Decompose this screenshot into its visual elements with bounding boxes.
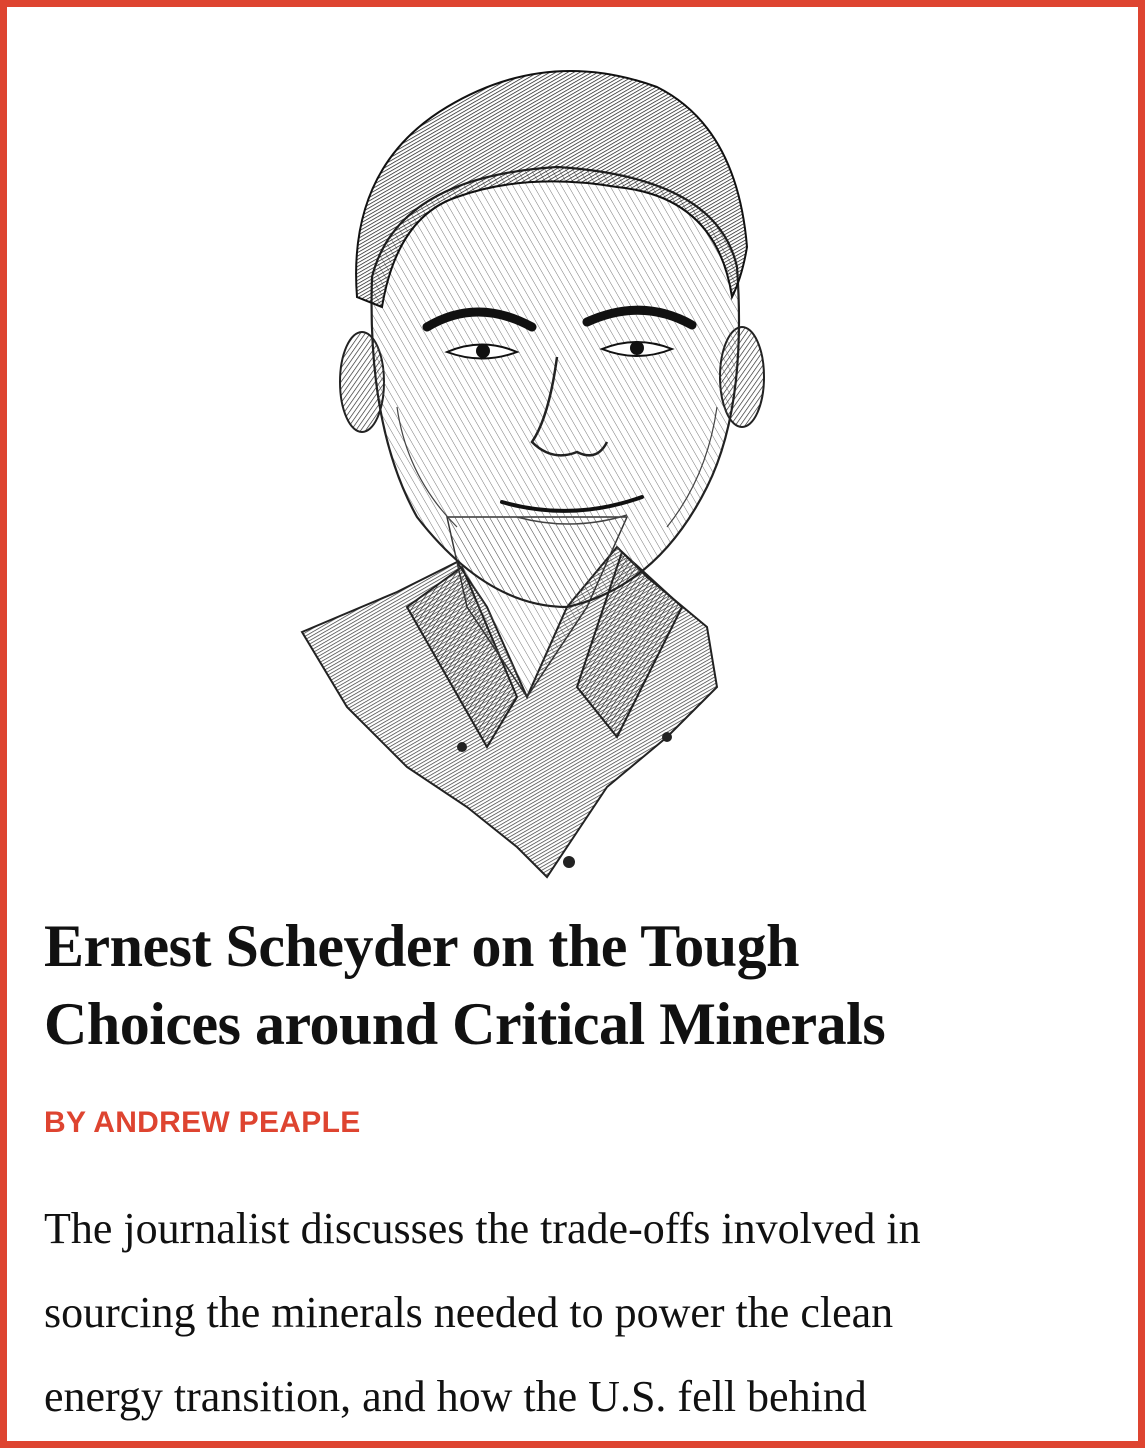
article-title-line-2[interactable]: Choices around Critical Minerals — [44, 991, 886, 1057]
article-title-line-1[interactable]: Ernest Scheyder on the Tough — [44, 913, 800, 979]
article-title[interactable] — [44, 907, 1124, 1063]
hedcut-portrait-icon — [287, 47, 767, 897]
byline[interactable]: BY ANDREW PEAPLE — [44, 1106, 361, 1139]
article-dek-line-2: sourcing the minerals needed to power the clean — [44, 1288, 894, 1337]
article-dek-line-1: The journalist discusses the trade-offs involved in — [44, 1204, 921, 1253]
article-dek — [44, 1187, 1134, 1439]
portrait-illustration — [287, 47, 767, 897]
article-dek-line-3: energy transition, and how the U.S. fell behind — [44, 1372, 867, 1421]
